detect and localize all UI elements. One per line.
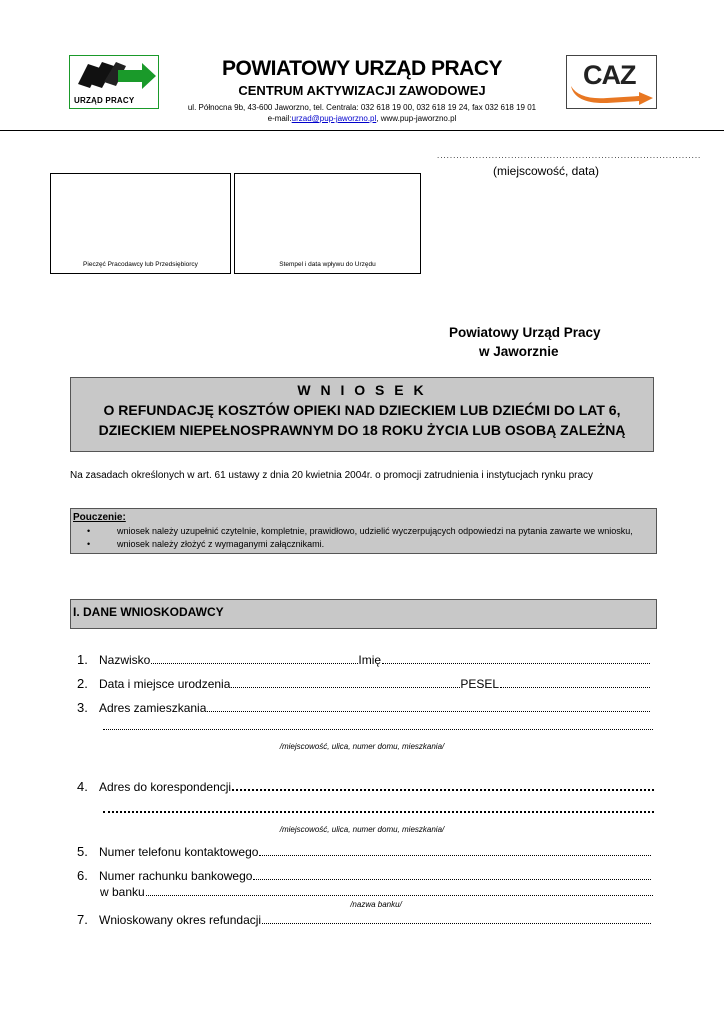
employer-stamp-label: Pieczęć Pracodawcy lub Przedsiębiorcy: [83, 261, 198, 268]
bank-hint: /nazwa banku/: [350, 900, 402, 909]
pesel-label: PESEL: [460, 677, 500, 691]
logo-text: URZĄD PRACY: [74, 96, 135, 105]
residence-input-line2[interactable]: [103, 729, 653, 730]
request-heading: W N I O S E K: [297, 382, 427, 398]
notice-item: [87, 539, 324, 549]
field-number: 6.: [77, 868, 88, 883]
caz-logo-text: CAZ: [583, 60, 636, 90]
email-link[interactable]: urzad@pup-jaworzno.pl: [291, 114, 377, 123]
form-row-surname: [77, 651, 650, 667]
period-input[interactable]: [262, 923, 651, 924]
office-title: POWIATOWY URZĄD PRACY: [221, 57, 502, 80]
notice-item: [87, 526, 633, 536]
residence-label: Adres zamieszkania: [99, 701, 207, 715]
phone-label: Numer telefonu kontaktowego: [99, 845, 259, 859]
date-field[interactable]: ..................................................................................: [437, 151, 702, 160]
pesel-input[interactable]: [500, 687, 650, 688]
header-divider: [0, 130, 724, 131]
bank-name-input[interactable]: [146, 895, 653, 896]
office-contact: [160, 114, 564, 123]
section-title: I. DANE WNIOSKODAWCY: [73, 605, 224, 619]
form-row-period: [77, 911, 651, 927]
surname-label: Nazwisko: [99, 653, 151, 667]
bank-account-input[interactable]: [253, 879, 651, 880]
cards-arrow-icon: [70, 56, 158, 96]
field-number: 4.: [77, 779, 88, 794]
form-row-birth: [77, 675, 650, 691]
employer-stamp-box: [50, 173, 231, 274]
notice-item-text: wniosek należy złożyć z wymaganymi załącznikami.: [117, 539, 325, 549]
bank-account-label: Numer rachunku bankowego: [99, 869, 253, 883]
bank-name-label: w banku: [100, 885, 145, 899]
addressee-line2: w Jaworznie: [479, 344, 559, 359]
office-stamp-box: [234, 173, 421, 274]
correspondence-hint: /miejscowość, ulica, numer domu, mieszkania/: [279, 825, 445, 834]
field-number: 1.: [77, 652, 88, 667]
form-row-bank-name: [100, 883, 653, 899]
bullet: •: [87, 526, 91, 536]
birth-label: Data i miejsce urodzenia: [99, 677, 231, 691]
period-label: Wnioskowany okres refundacji: [99, 913, 262, 927]
correspondence-input[interactable]: [232, 789, 654, 791]
form-row-bank-account: [77, 867, 651, 883]
field-number: 7.: [77, 912, 88, 927]
form-row-correspondence: [77, 778, 654, 794]
field-number: 2.: [77, 676, 88, 691]
legal-basis: Na zasadach określonych w art. 61 ustawy z dnia 20 kwietnia 2004r. o promocji zatrudnienia i instytucjach rynku pracy: [70, 470, 594, 481]
office-address: ul. Północna 9b, 43-600 Jaworzno, tel. Centrala: 032 618 19 00, 032 618 19 24, fax 032 618 19 01: [187, 103, 537, 112]
surname-input[interactable]: [151, 663, 358, 664]
swoosh-arrow-icon: [567, 56, 656, 108]
caz-logo: [566, 55, 657, 109]
office-subtitle: CENTRUM AKTYWIZACJI ZAWODOWEJ: [238, 83, 486, 98]
first-name-input[interactable]: [382, 663, 650, 664]
request-subtitle-line1: O REFUNDACJĘ KOSZTÓW OPIEKI NAD DZIECKIEM LUB DZIEĆMI DO LAT 6,: [103, 402, 621, 418]
date-label: (miejscowość, data): [492, 164, 600, 178]
urzad-pracy-logo: [69, 55, 159, 109]
email-prefix: e-mail:: [267, 114, 292, 123]
notice-box: [70, 508, 657, 554]
first-name-label: Imię: [358, 653, 382, 667]
correspondence-label: Adres do korespondencji: [99, 780, 232, 794]
notice-title: Pouczenie:: [73, 512, 126, 523]
phone-input[interactable]: [259, 855, 651, 856]
form-row-residence: [77, 699, 650, 715]
request-title-box: [70, 377, 654, 452]
birth-input[interactable]: [231, 687, 460, 688]
field-number: 5.: [77, 844, 88, 859]
form-row-phone: [77, 843, 651, 859]
office-stamp-label: Stempel i data wpływu do Urzędu: [279, 261, 376, 268]
bullet: •: [87, 539, 91, 549]
website-text: , www.pup-jaworzno.pl: [376, 114, 457, 123]
residence-input[interactable]: [207, 711, 650, 712]
notice-item-text: wniosek należy uzupełnić czytelnie, kompletnie, prawidłowo, udzielić wyczerpujących odpowiedzi na pytania zawarte we wniosku,: [117, 526, 633, 536]
request-subtitle-line2: DZIECKIEM NIEPEŁNOSPRAWNYM DO 18 ROKU ŻYCIA LUB OSOBĄ ZALEŻNĄ: [98, 422, 626, 438]
residence-hint: /miejscowość, ulica, numer domu, mieszkania/: [279, 742, 445, 751]
addressee-line1: Powiatowy Urząd Pracy: [449, 325, 601, 340]
section-header: [70, 599, 657, 629]
correspondence-input-line2[interactable]: [103, 811, 654, 813]
field-number: 3.: [77, 700, 88, 715]
